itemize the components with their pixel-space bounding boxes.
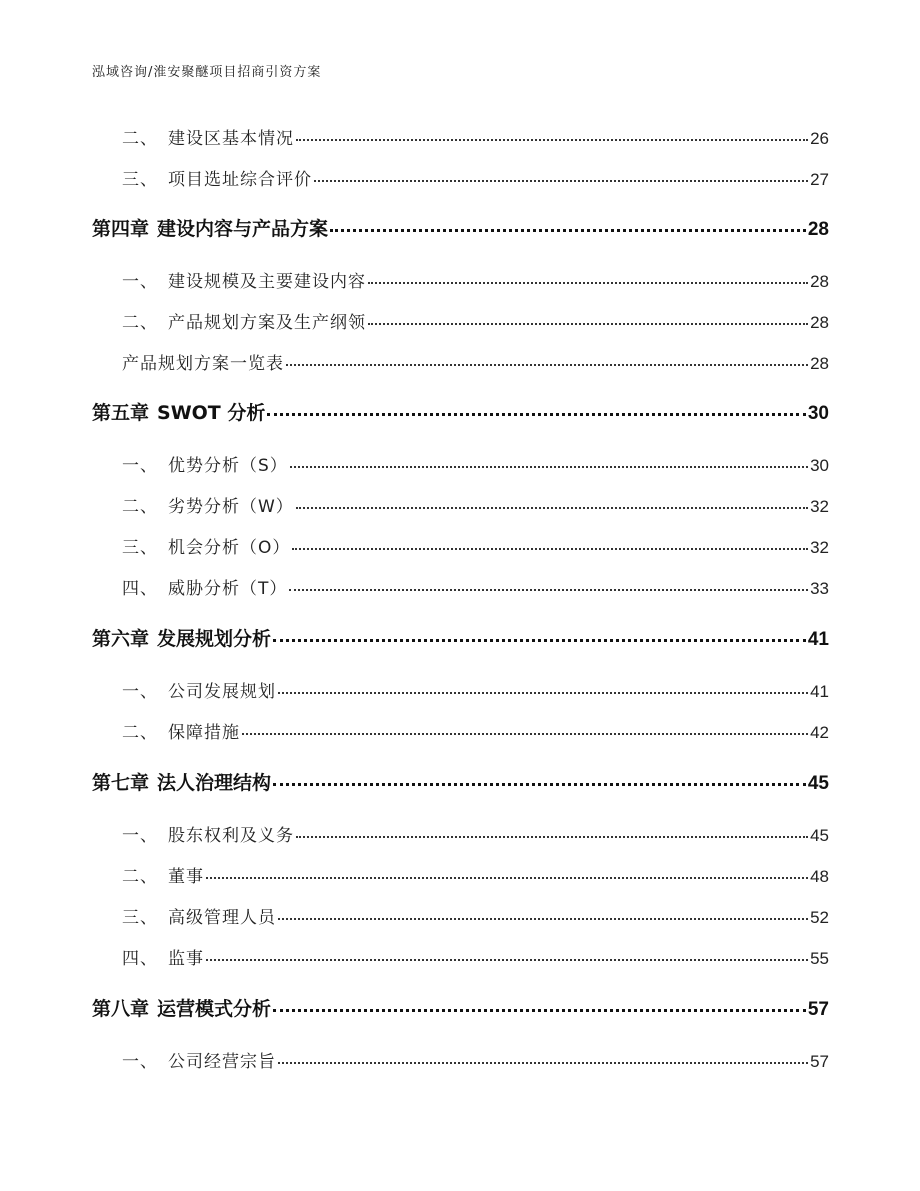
dot-leader: [273, 626, 806, 645]
toc-entry-title: 产品规划方案及生产纲领: [168, 313, 366, 333]
toc-entry-number: 一、: [122, 826, 158, 846]
dot-leader: [292, 536, 808, 553]
toc-entry-label: [92, 574, 287, 599]
toc-chapter-number: 第五章: [92, 402, 150, 424]
toc-entry[interactable]: [92, 903, 829, 928]
toc-entry-label: [92, 308, 366, 333]
toc-entry[interactable]: [92, 165, 829, 190]
toc-chapter-label: [92, 994, 271, 1021]
toc-entry-page: 48: [810, 867, 829, 886]
toc-entry-title: 董事: [168, 867, 204, 887]
dot-leader: [267, 400, 805, 419]
toc-chapter[interactable]: [92, 768, 829, 795]
dot-leader: [206, 947, 808, 964]
toc-entry-number: 四、: [122, 579, 158, 599]
toc-entry-number: 一、: [122, 682, 158, 702]
dot-leader: [273, 770, 806, 789]
toc-entry-title: 高级管理人员: [168, 908, 276, 928]
toc-entry-label: [92, 677, 276, 702]
toc-entry[interactable]: [92, 944, 829, 969]
dot-leader: [314, 168, 808, 185]
toc-entry-page: 41: [810, 682, 829, 701]
toc-entry-number: 四、: [122, 949, 158, 969]
toc-entry-page: 52: [810, 908, 829, 927]
dot-leader: [278, 906, 808, 923]
dot-leader: [206, 865, 808, 882]
toc-entry-title: 股东权利及义务: [168, 826, 294, 846]
toc-chapter-page: 28: [807, 219, 829, 240]
toc-entry-number: 一、: [122, 1052, 158, 1072]
toc-entry-label: [92, 1047, 276, 1072]
toc-chapter-page: 41: [807, 629, 829, 650]
toc-chapter-page: 45: [807, 773, 829, 794]
toc-entry-page: 33: [810, 579, 829, 598]
toc-entry-number: 一、: [122, 456, 158, 476]
toc-entry-label: [92, 533, 290, 558]
dot-leader: [330, 216, 806, 235]
toc-entry[interactable]: [92, 267, 829, 292]
toc-entry-page: 28: [810, 313, 829, 332]
dot-leader: [368, 270, 808, 287]
toc-chapter-label: [92, 398, 265, 425]
toc-chapter[interactable]: [92, 624, 829, 651]
dot-leader: [286, 352, 808, 369]
toc-chapter-number: 第六章: [92, 628, 150, 650]
toc-entry-number: 二、: [122, 723, 158, 743]
toc-chapter-label: [92, 768, 271, 795]
toc-entry-page: 32: [810, 538, 829, 557]
toc-entry-page: 28: [810, 354, 829, 373]
toc-entry[interactable]: [92, 821, 829, 846]
toc-entry[interactable]: [92, 349, 829, 374]
toc-entry-title: 建设规模及主要建设内容: [168, 272, 366, 292]
toc-entry-page: 32: [810, 497, 829, 516]
toc-chapter-title: 运营模式分析: [157, 998, 272, 1020]
toc-chapter-number: 第四章: [92, 218, 150, 240]
toc-entry[interactable]: [92, 677, 829, 702]
toc-entry-title: 项目选址综合评价: [168, 170, 312, 190]
toc-chapter-title: 法人治理结构: [157, 772, 272, 794]
toc-entry-label: [92, 165, 312, 190]
dot-leader: [296, 127, 808, 144]
toc-entry-page: 30: [810, 456, 829, 475]
toc-entry-title: 威胁分析（T）: [168, 579, 288, 599]
toc-entry-title: 公司经营宗旨: [168, 1052, 276, 1072]
dot-leader: [290, 454, 808, 471]
toc-chapter-label: [92, 624, 271, 651]
toc-entry-page: 26: [810, 129, 829, 148]
toc-chapter-title: 发展规划分析: [157, 628, 272, 650]
dot-leader: [273, 996, 806, 1015]
toc-entry-number: 三、: [122, 908, 158, 928]
toc-entry[interactable]: [92, 451, 829, 476]
toc-chapter[interactable]: [92, 994, 829, 1021]
dot-leader: [278, 680, 808, 697]
toc-entry-page: 55: [810, 949, 829, 968]
toc-chapter-page: 57: [807, 999, 829, 1020]
dot-leader: [296, 495, 808, 512]
toc-entry-page: 28: [810, 272, 829, 291]
toc-entry[interactable]: [92, 862, 829, 887]
toc-entry[interactable]: [92, 1047, 829, 1072]
toc-entry-title: 优势分析（S）: [168, 456, 288, 476]
toc-entry-number: 二、: [122, 497, 158, 517]
toc-entry-title: 建设区基本情况: [168, 129, 294, 149]
toc-entry-number: 二、: [122, 313, 158, 333]
toc-entry-page: 27: [810, 170, 829, 189]
toc-entry-title: 产品规划方案一览表: [122, 354, 284, 374]
dot-leader: [296, 824, 808, 841]
toc-entry-title: 机会分析（O）: [168, 538, 291, 558]
document-header: 泓域咨询/淮安聚醚项目招商引资方案: [92, 65, 322, 80]
toc-entry-page: 42: [810, 723, 829, 742]
toc-entry-label: [92, 718, 240, 743]
toc-entry[interactable]: [92, 533, 829, 558]
toc-entry-title: 监事: [168, 949, 204, 969]
toc-entry-page: 57: [810, 1052, 829, 1071]
dot-leader: [368, 311, 808, 328]
toc-entry-label: [92, 944, 204, 969]
toc-entry-label: [92, 267, 366, 292]
toc-entry[interactable]: [92, 124, 829, 149]
toc-chapter-label: [92, 214, 328, 241]
dot-leader: [278, 1050, 808, 1067]
toc-entry-label: [92, 821, 294, 846]
toc-entry-number: 二、: [122, 129, 158, 149]
toc-entry-title: 公司发展规划: [168, 682, 276, 702]
toc-entry[interactable]: [92, 574, 829, 599]
toc-entry-number: 三、: [122, 170, 158, 190]
dot-leader: [289, 577, 808, 594]
toc-entry-label: [92, 903, 276, 928]
dot-leader: [242, 721, 808, 738]
toc-entry-page: 45: [810, 826, 829, 845]
toc-entry[interactable]: [92, 308, 829, 333]
toc-entry-title: 劣势分析（W）: [168, 497, 294, 517]
toc-entry[interactable]: [92, 718, 829, 743]
toc-chapter-number: 第七章: [92, 772, 150, 794]
toc-entry-number: 一、: [122, 272, 158, 292]
toc-entry-label: [92, 492, 294, 517]
toc-entry-label: [92, 451, 288, 476]
toc-entry-label: [92, 862, 204, 887]
toc-chapter-page: 30: [807, 403, 829, 424]
toc-entry-label: [92, 124, 294, 149]
toc-entry-title: 保障措施: [168, 723, 240, 743]
toc-chapter[interactable]: [92, 398, 829, 425]
toc-chapter[interactable]: [92, 214, 829, 241]
toc-entry[interactable]: [92, 492, 829, 517]
toc-chapter-number: 第八章: [92, 998, 150, 1020]
toc-entry-number: 二、: [122, 867, 158, 887]
toc-chapter-title: SWOT 分析: [157, 402, 266, 424]
toc-chapter-title: 建设内容与产品方案: [157, 218, 329, 240]
toc-entry-number: 三、: [122, 538, 158, 558]
